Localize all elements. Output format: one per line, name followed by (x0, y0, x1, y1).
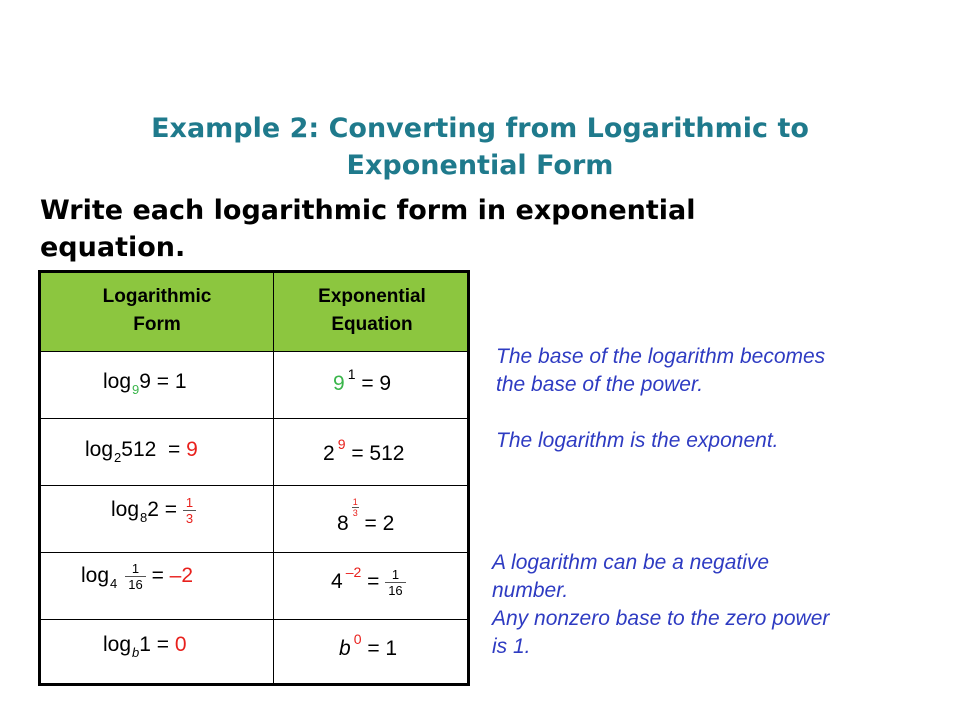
instruction-line-2: equation. (40, 232, 186, 263)
log-prefix: log (103, 633, 132, 656)
instruction-line-1: Write each logarithmic form in exponential (40, 195, 696, 226)
log-argument: 9 (139, 370, 151, 393)
row-divider (41, 619, 467, 620)
equals-sign: = (156, 438, 187, 461)
note-exponent (496, 427, 779, 455)
log-argument: 2 (147, 498, 159, 522)
note-line: The base of the logarithm becomes (496, 345, 826, 368)
fraction-numerator: 1 (385, 567, 405, 583)
fraction-denominator: 16 (128, 577, 143, 592)
fraction-denominator: 16 (388, 583, 403, 598)
fraction-numerator: 1 (125, 561, 145, 577)
header-text: Logarithmic (102, 286, 212, 307)
note-line: The logarithm is the exponent. (496, 429, 779, 452)
note-base (496, 343, 825, 399)
power-exponent: –2 (345, 564, 362, 581)
log-prefix: log (103, 370, 132, 393)
title-line-2: Exponential Form (346, 150, 614, 181)
log-form-row-1 (103, 370, 187, 397)
row-divider (41, 552, 467, 553)
exp-form-row-4 (331, 564, 406, 598)
fraction-numerator: 1 (183, 495, 196, 511)
power-result: = 1 (361, 637, 398, 660)
header-text: Form (133, 314, 181, 335)
log-value: 1 (174, 370, 187, 393)
fraction-numerator: 1 (352, 497, 358, 507)
equals-sign: = (150, 370, 175, 393)
log-base: 2 (114, 450, 122, 465)
power-result: = 512 (345, 442, 405, 465)
power-base: 4 (331, 570, 343, 594)
log-base: 9 (132, 382, 140, 397)
log-prefix: log (85, 438, 114, 461)
log-base: b (132, 645, 140, 660)
header-text: Equation (331, 314, 413, 335)
title-line-1: Example 2: Converting from Logarithmic to (151, 113, 809, 144)
power-result: = 2 (358, 512, 395, 535)
log-prefix: log (81, 564, 110, 588)
power-base: 2 (323, 442, 335, 465)
log-value: 9 (186, 438, 198, 461)
note-line: A logarithm can be a negative (492, 551, 770, 574)
exp-form-row-5 (339, 631, 398, 661)
note-negative-and-zero (492, 549, 829, 661)
fraction-denominator: 3 (352, 508, 358, 518)
power-exponent: 1 (347, 366, 356, 382)
header-exponential-equation (274, 283, 470, 339)
slide-title (0, 110, 960, 184)
power-base: b (339, 637, 351, 660)
log-form-row-2 (85, 438, 198, 465)
note-line: number. (492, 579, 569, 602)
power-base: 8 (337, 512, 349, 535)
log-value: –2 (169, 564, 194, 588)
row-divider (41, 418, 467, 419)
log-argument: 1 (139, 633, 151, 656)
log-form-row-5 (103, 633, 187, 660)
row-divider (41, 485, 467, 486)
exp-form-row-3 (337, 497, 395, 536)
equals-sign: = (150, 633, 175, 656)
exp-form-row-2 (323, 436, 405, 466)
conversion-table (38, 270, 470, 686)
power-base: 9 (333, 372, 345, 395)
log-argument-fraction (125, 561, 145, 592)
power-exponent: 0 (353, 631, 362, 647)
header-logarithmic-form (41, 283, 273, 339)
equals-sign: = (361, 570, 386, 594)
log-form-row-4 (81, 561, 193, 592)
note-line: the base of the power. (496, 373, 704, 396)
exp-form-row-1 (333, 366, 392, 396)
log-value: 0 (174, 633, 187, 656)
log-prefix: log (111, 498, 140, 522)
power-exponent-fraction (352, 497, 359, 518)
header-text: Exponential (318, 286, 426, 307)
log-form-row-3 (111, 495, 196, 526)
log-argument: 512 (121, 438, 157, 461)
power-exponent: 9 (337, 436, 346, 452)
note-line: is 1. (492, 635, 531, 658)
instruction-text (40, 192, 920, 266)
log-value-fraction (183, 495, 196, 526)
power-result-fraction (385, 567, 405, 598)
fraction-denominator: 3 (185, 511, 194, 526)
log-base: 4 (110, 576, 118, 592)
power-result: = 9 (355, 372, 392, 395)
log-base: 8 (140, 510, 148, 526)
equals-sign: = (158, 498, 183, 522)
note-line: Any nonzero base to the zero power (492, 607, 830, 630)
equals-sign: = (145, 564, 170, 588)
